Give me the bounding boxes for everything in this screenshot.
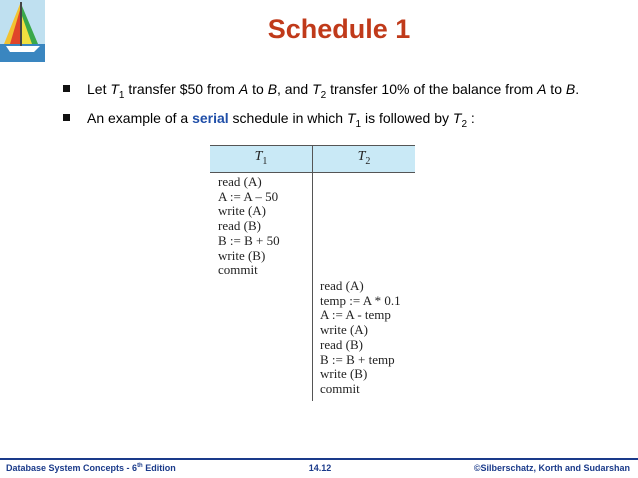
t2-operations	[320, 279, 401, 397]
operation-line: read (A)	[320, 278, 364, 293]
operation-line: commit	[320, 380, 360, 396]
bullet-item-1: Let $T_1$ transfer $50 from A to B, and $T_2$ transfer 10% of the balance from A to B.	[63, 80, 623, 98]
column-divider	[312, 145, 313, 401]
operation-line: read (A)	[218, 174, 262, 189]
operation-line: B := B + 50	[218, 232, 280, 248]
serial-keyword: serial	[192, 110, 229, 126]
operation-line: A := A – 50	[218, 188, 279, 204]
operation-line: B := B + temp	[320, 351, 395, 367]
footer-copyright: ©Silberschatz, Korth and Sudarshan	[473, 463, 630, 473]
column-header-t1: $T_1$	[254, 149, 268, 167]
square-bullet-icon	[63, 114, 70, 121]
square-bullet-icon	[63, 85, 70, 92]
footer-course: Database System Concepts - 6th Edition	[6, 463, 176, 473]
operation-line: commit	[218, 262, 258, 278]
bullet-list	[63, 80, 623, 138]
operation-line: read (B)	[320, 336, 363, 352]
slide-title: Schedule 1	[267, 14, 411, 44]
schedule-table	[210, 145, 415, 401]
footer-divider	[0, 458, 638, 460]
operation-line: write (B)	[320, 366, 368, 382]
operation-line: write (A)	[218, 203, 267, 219]
bullet-item-2: An example of a serial schedule in which $T_1$ is followed by $T_2$ :	[63, 109, 623, 127]
operation-line: write (A)	[320, 322, 369, 338]
operation-line: read (B)	[218, 218, 261, 234]
t1-operations	[218, 175, 280, 278]
footer-page-number: 14.12	[308, 463, 332, 473]
operation-line: temp := A * 0.1	[320, 292, 401, 308]
operation-line: write (B)	[218, 247, 266, 263]
operation-line: A := A - temp	[320, 307, 391, 323]
column-header-t2: $T_2$	[357, 149, 371, 167]
